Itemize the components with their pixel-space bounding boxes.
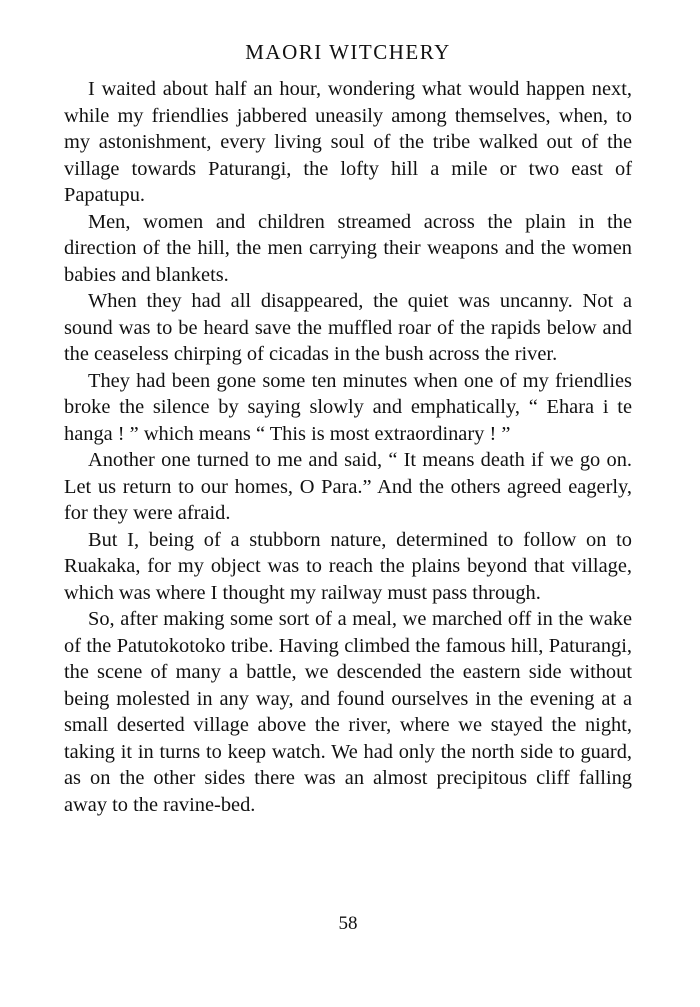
paragraph: They had been gone some ten minutes when one of my friendlies broke the silence by saying slowly and emphatically, “ Ehara i te hanga ! ” which means “ This is most extraordinary ! ” — [64, 369, 632, 445]
book-page — [64, 0, 632, 934]
page-number: 58 — [338, 913, 358, 934]
paragraph: So, after making some sort of a meal, we marched off in the wake of the Patutokotoko tribe. Having climbed the famous hill, Paturangi, the scene of many a battle, we descended the eastern side without being molested in any way, and found ourselves in the evening at a small deserted village above the river, where we stayed the night, taking it in turns to keep watch. We had only the north side to guard, as on the other sides there was an almost precipitous cliff falling away to the ravine-bed. — [64, 608, 632, 816]
paragraph: When they had all disappeared, the quiet was uncanny. Not a sound was to be heard save the muffled roar of the rapids below and the ceaseless chirping of cicadas in the bush across the river. — [64, 290, 632, 365]
body-text — [64, 76, 632, 818]
paragraph: But I, being of a stubborn nature, determined to follow on to Ruakaka, for my object was to reach the plains beyond that village, which was where I thought my railway must pass through. — [64, 528, 632, 604]
paragraph: I waited about half an hour, wondering what would happen next, while my friendlies jabbered uneasily among themselves, when, to my astonishment, every living soul of the tribe walked out of the village towards Paturangi, the lofty hill a mile or two east of Papatupu. — [64, 78, 632, 206]
paragraph: Another one turned to me and said, “ It means death if we go on. Let us return to our homes, O Para.” And the others agreed eagerly, for they were afraid. — [64, 449, 632, 524]
paragraph: Men, women and children streamed across the plain in the direction of the hill, the men carrying their weapons and the women babies and blankets. — [64, 210, 632, 286]
running-title: MAORI WITCHERY — [245, 40, 451, 64]
